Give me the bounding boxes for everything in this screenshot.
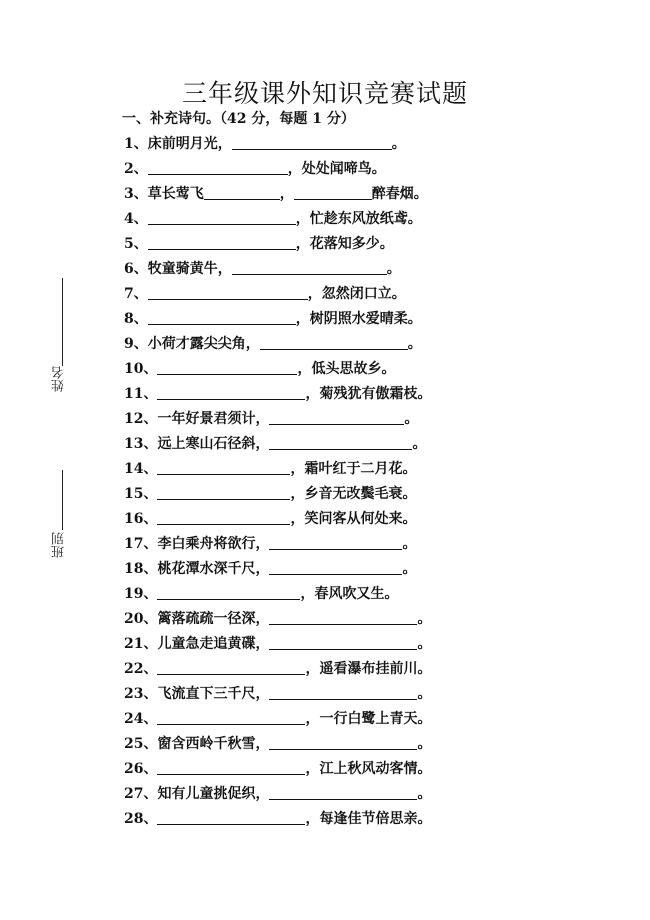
question-text-after: 。 [417, 611, 432, 627]
question-text-before: 一年好景君须计， [157, 411, 270, 427]
question-row [124, 282, 406, 306]
answer-blank[interactable] [157, 658, 305, 675]
answer-blank[interactable] [204, 183, 280, 200]
question-number: 20、 [124, 611, 158, 627]
question-text-after: 。 [391, 136, 406, 152]
question-text-before: 儿童急走追黄碟， [157, 636, 270, 652]
question-text-after: 。 [402, 536, 417, 552]
question-number: 3、 [124, 186, 148, 202]
answer-blank[interactable] [157, 358, 297, 375]
question-text-after: 。 [407, 336, 422, 352]
question-row [124, 257, 401, 281]
question-row [124, 507, 416, 531]
class-underline [62, 470, 63, 530]
answer-blank[interactable] [157, 758, 305, 775]
question-number: 11、 [124, 386, 158, 402]
question-row [124, 582, 398, 606]
question-row [124, 607, 431, 631]
answer-blank[interactable] [269, 633, 417, 650]
question-row [124, 732, 431, 756]
question-text-after: ，处处闻啼鸟。 [287, 161, 386, 177]
question-row [124, 782, 431, 806]
answer-blank[interactable] [157, 383, 305, 400]
question-text-after: ，笑问客从何处来。 [290, 511, 417, 527]
question-number: 17、 [124, 536, 158, 552]
question-text-after: ，江上秋风动客情。 [305, 761, 432, 777]
question-row [124, 432, 426, 456]
name-underline [62, 278, 63, 366]
question-text-after: 。 [417, 636, 432, 652]
question-number: 24、 [124, 711, 158, 727]
question-number: 26、 [124, 761, 158, 777]
answer-blank[interactable] [148, 208, 296, 225]
question-number: 9、 [124, 336, 148, 352]
question-number: 12、 [124, 411, 158, 427]
question-text-after: ，花落知多少。 [295, 236, 394, 252]
answer-blank[interactable] [157, 808, 305, 825]
answer-blank[interactable] [294, 183, 372, 200]
question-row [124, 482, 416, 506]
question-number: 13、 [124, 436, 158, 452]
question-text-after: 。 [417, 736, 432, 752]
answer-blank[interactable] [269, 683, 417, 700]
question-row [124, 457, 416, 481]
question-number: 8、 [124, 311, 148, 327]
question-text-after: ，遥看瀑布挂前川。 [305, 661, 432, 677]
question-number: 25、 [124, 736, 158, 752]
question-row [124, 232, 394, 256]
question-number: 21、 [124, 636, 158, 652]
question-text-after: 。 [412, 436, 427, 452]
question-text-after: ，一行白鹭上青天。 [305, 711, 432, 727]
question-text-after: ，霜叶红于二月花。 [290, 461, 417, 477]
answer-blank[interactable] [260, 333, 408, 350]
question-row [124, 332, 422, 356]
question-row [124, 632, 431, 656]
question-text-after: ，每逢佳节倍思亲。 [305, 811, 432, 827]
question-row [124, 157, 386, 181]
question-text-after: ，树阴照水爱晴柔。 [295, 311, 422, 327]
question-text-before: 李白乘舟将欲行， [157, 536, 270, 552]
question-row [124, 307, 422, 331]
answer-blank[interactable] [148, 233, 296, 250]
question-text-after: ，低头思故乡。 [297, 361, 396, 377]
name-label: 姓名 [52, 366, 67, 392]
question-text-after: ，忙趁东风放纸鸢。 [295, 211, 422, 227]
question-number: 23、 [124, 686, 158, 702]
question-number: 10、 [124, 361, 158, 377]
answer-blank[interactable] [157, 508, 290, 525]
question-number: 16、 [124, 511, 158, 527]
answer-blank[interactable] [148, 308, 296, 325]
answer-blank[interactable] [157, 458, 290, 475]
answer-blank[interactable] [269, 408, 404, 425]
question-row [124, 682, 431, 706]
question-row [124, 532, 416, 556]
question-number: 28、 [124, 811, 158, 827]
question-row [124, 807, 431, 831]
question-number: 7、 [124, 286, 148, 302]
question-number: 14、 [124, 461, 158, 477]
question-text-before: 桃花潭水深千尺， [157, 561, 270, 577]
question-text-before: 远上寒山石径斜， [157, 436, 270, 452]
question-text-after: 醉春烟。 [371, 186, 428, 202]
question-number: 2、 [124, 161, 148, 177]
question-row [124, 182, 428, 206]
question-text-before: 床前明月光， [147, 136, 232, 152]
question-text-before: 牧童骑黄牛， [147, 261, 232, 277]
answer-blank[interactable] [148, 283, 308, 300]
question-text-after: ，忽然闭口立。 [307, 286, 406, 302]
answer-blank[interactable] [269, 558, 402, 575]
question-row [124, 557, 416, 581]
answer-blank[interactable] [148, 158, 288, 175]
question-text-after: ，菊残犹有傲霜枝。 [305, 386, 432, 402]
answer-blank[interactable] [269, 783, 417, 800]
question-text-after: 。 [402, 561, 417, 577]
question-number: 6、 [124, 261, 148, 277]
question-number: 22、 [124, 661, 158, 677]
question-text-after: 。 [386, 261, 401, 277]
question-number: 1、 [124, 136, 148, 152]
page-title: 三年级课外知识竞赛试题 [181, 79, 468, 108]
answer-blank[interactable] [157, 583, 300, 600]
answer-blank[interactable] [269, 608, 417, 625]
question-text-before: 草长莺飞 [147, 186, 204, 202]
question-number: 19、 [124, 586, 158, 602]
question-text-after: ，春风吹又生。 [300, 586, 399, 602]
question-text-mid: ， [279, 186, 294, 202]
question-text-before: 小荷才露尖尖角， [147, 336, 260, 352]
question-row [124, 382, 431, 406]
question-text-after: 。 [417, 686, 432, 702]
question-text-after: 。 [404, 411, 419, 427]
question-row [124, 207, 422, 231]
question-text-before: 窗含西岭千秋雪， [157, 736, 270, 752]
answer-blank[interactable] [157, 708, 305, 725]
question-text-before: 知有儿童挑促织， [157, 786, 270, 802]
question-text-after: 。 [417, 786, 432, 802]
question-row [124, 707, 431, 731]
answer-blank[interactable] [157, 483, 290, 500]
question-text-before: 篱落疏疏一径深， [157, 611, 270, 627]
section-heading: 一、补充诗句。（42 分，每题 1 分） [122, 111, 355, 127]
question-number: 4、 [124, 211, 148, 227]
question-number: 5、 [124, 236, 148, 252]
question-row [124, 357, 395, 381]
class-label: 班别 [52, 532, 67, 558]
answer-blank[interactable] [269, 433, 412, 450]
question-number: 27、 [124, 786, 158, 802]
answer-blank[interactable] [232, 133, 392, 150]
question-number: 18、 [124, 561, 158, 577]
question-row [124, 132, 406, 156]
answer-blank[interactable] [269, 533, 402, 550]
question-number: 15、 [124, 486, 158, 502]
question-text-after: ，乡音无改鬓毛衰。 [290, 486, 417, 502]
answer-blank[interactable] [269, 733, 417, 750]
question-row [124, 757, 431, 781]
question-row [124, 657, 431, 681]
answer-blank[interactable] [232, 258, 387, 275]
question-text-before: 飞流直下三千尺， [157, 686, 270, 702]
question-row [124, 407, 418, 431]
